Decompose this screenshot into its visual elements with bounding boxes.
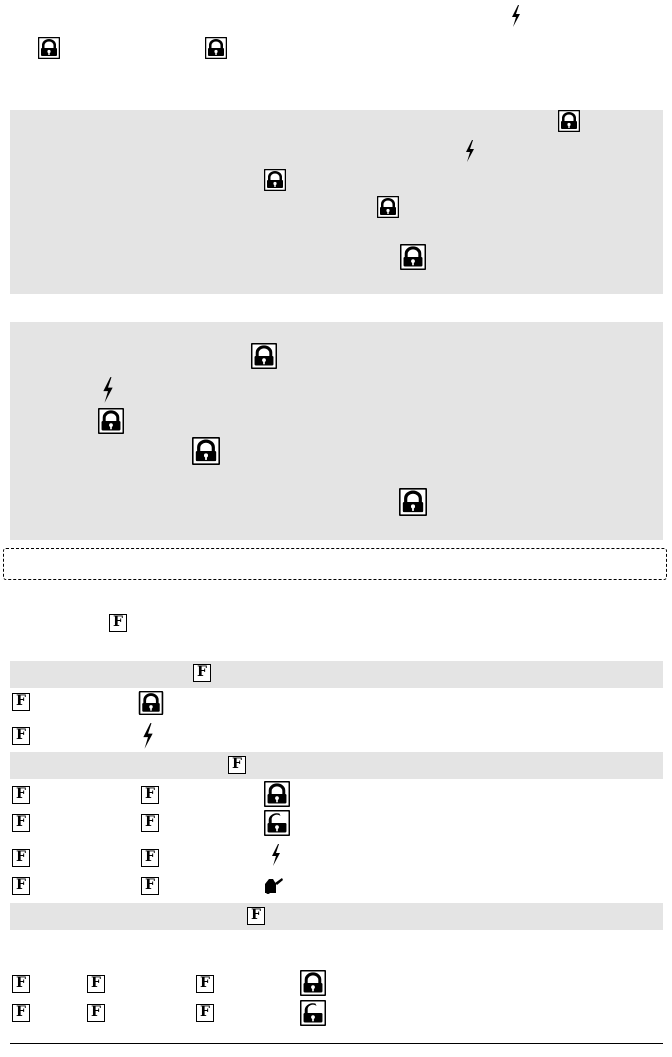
f-key-icon: F bbox=[247, 907, 265, 925]
lock-icon bbox=[264, 781, 290, 807]
f-key-icon: F bbox=[12, 786, 30, 804]
lock-icon bbox=[558, 110, 580, 132]
bottom-rule bbox=[10, 1043, 663, 1044]
f-key-icon: F bbox=[12, 849, 30, 867]
f-key-icon: F bbox=[12, 877, 30, 895]
f-key-icon: F bbox=[12, 693, 30, 711]
lock-icon bbox=[399, 488, 427, 516]
lock-icon bbox=[38, 37, 60, 59]
f-key-icon: F bbox=[12, 727, 30, 745]
f-key-icon: F bbox=[109, 614, 127, 632]
f-key-icon: F bbox=[141, 814, 159, 832]
f-key-icon: F bbox=[141, 786, 159, 804]
f-key-icon: F bbox=[12, 814, 30, 832]
f-key-icon: F bbox=[196, 1004, 214, 1022]
lock-icon bbox=[264, 169, 286, 191]
section-band-1 bbox=[10, 110, 663, 294]
f-key-icon: F bbox=[87, 975, 105, 993]
table-header-row-1 bbox=[10, 661, 663, 688]
lock-icon bbox=[377, 196, 399, 218]
f-key-icon: F bbox=[12, 1004, 30, 1022]
lock-icon bbox=[400, 244, 426, 270]
lightning-bolt-icon bbox=[141, 723, 155, 749]
unlock-icon bbox=[300, 1000, 326, 1026]
lightning-bolt-icon bbox=[510, 5, 522, 27]
unlock-icon bbox=[264, 810, 290, 836]
lightning-bolt-icon bbox=[464, 140, 476, 162]
f-key-icon: F bbox=[193, 664, 211, 682]
lightning-bolt-icon bbox=[101, 377, 115, 403]
table-header-row-3 bbox=[10, 903, 663, 930]
f-key-icon: F bbox=[196, 975, 214, 993]
f-key-icon: F bbox=[87, 1004, 105, 1022]
f-key-icon: F bbox=[12, 975, 30, 993]
lock-icon bbox=[138, 691, 164, 715]
table-header-row-2 bbox=[10, 752, 663, 779]
dashed-note-box bbox=[3, 548, 667, 580]
lock-icon bbox=[300, 970, 326, 996]
f-key-icon: F bbox=[141, 849, 159, 867]
lock-icon bbox=[205, 37, 227, 59]
car-trunk-icon bbox=[264, 876, 284, 894]
lightning-bolt-icon bbox=[270, 843, 282, 867]
lock-icon bbox=[192, 437, 220, 465]
lock-icon bbox=[251, 343, 277, 369]
lock-icon bbox=[98, 408, 124, 434]
f-key-icon: F bbox=[141, 877, 159, 895]
f-key-icon: F bbox=[228, 756, 246, 774]
